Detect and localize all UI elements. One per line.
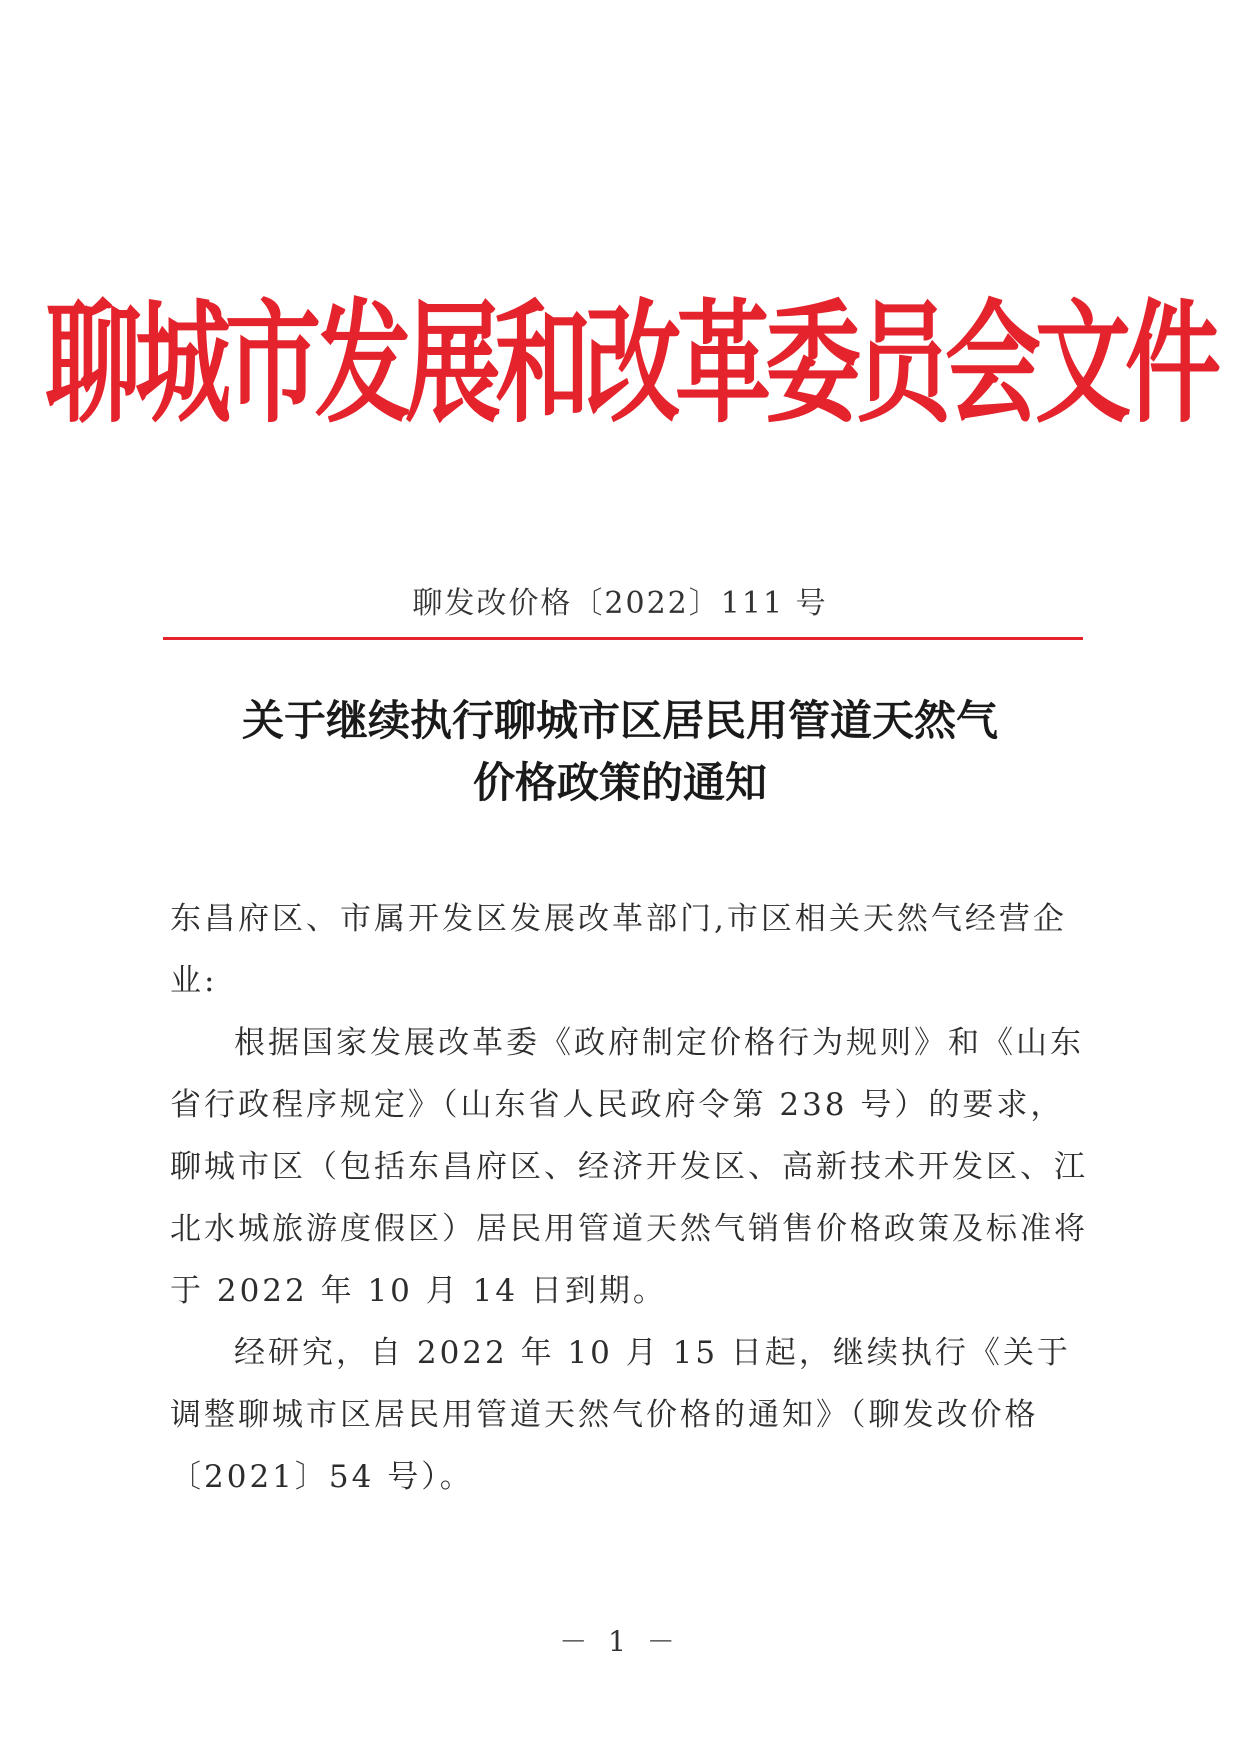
notice-title-line-1: 关于继续执行聊城市区居民用管道天然气 — [241, 696, 998, 745]
notice-body — [170, 888, 1090, 1508]
body-paragraph-2: 经研究，自 2022 年 10 月 15 日起，继续执行《关于调整聊城市区居民用管道天然气价格的通知》（聊发改价格〔2021〕54 号）。 — [170, 1335, 1071, 1495]
page-number: － 1 － — [559, 1625, 681, 1658]
body-paragraph-1: 根据国家发展改革委《政府制定价格行为规则》和《山东省行政程序规定》（山东省人民政府令第 238 号）的要求，聊城市区（包括东昌府区、经济开发区、高新技术开发区、江北水城旅游度假区）居民用管道天然气销售价格政策及标准将于 2022 年 10 月 14 日到期。 — [170, 1025, 1088, 1309]
addressee: 东昌府区、市属开发区发展改革部门,市区相关天然气经营企业: — [170, 901, 1067, 999]
document-number: 聊发改价格〔2022〕111 号 — [412, 586, 828, 621]
masthead-title: 聊城市发展和改革委员会文件 — [45, 286, 1215, 441]
notice-title-line-2: 价格政策的通知 — [472, 758, 767, 807]
notice-title — [0, 690, 1240, 814]
red-divider-line — [163, 637, 1083, 640]
